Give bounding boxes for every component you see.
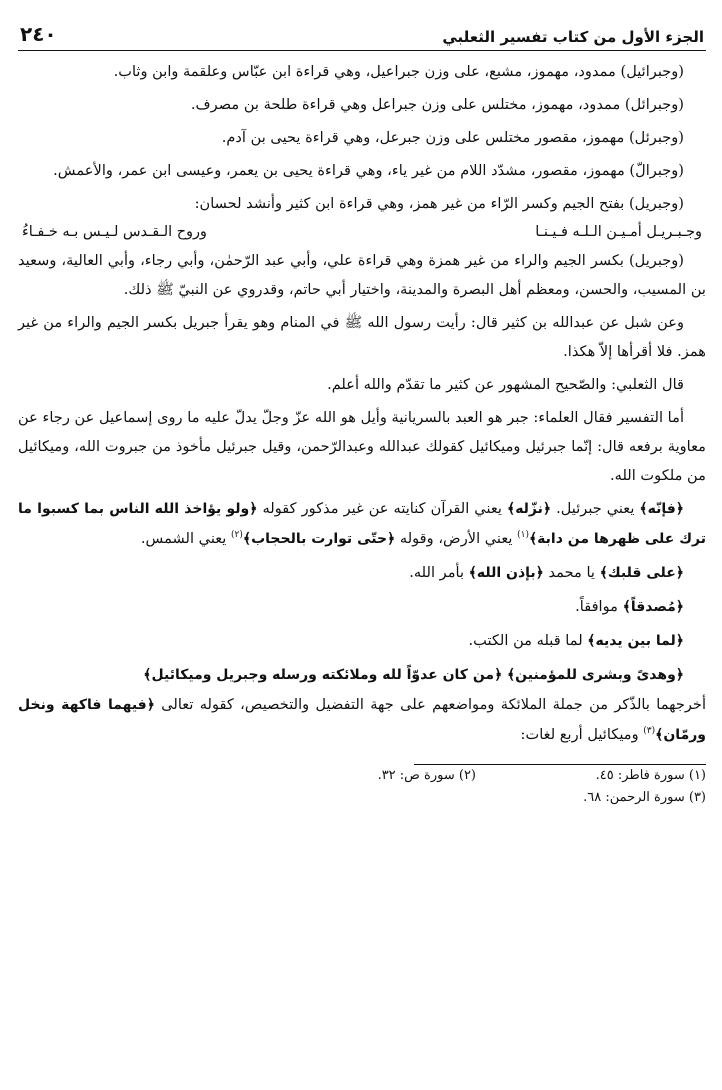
text-run: يعني الشمس. [140,530,231,547]
paragraph: (وجبريل) بفتح الجيم وكسر الرّاء من غير همز، وهي قراءة ابن كثير وأنشد لحسان: [194,195,684,212]
quran-quote: ﴿فإنّه﴾ [639,501,684,517]
paragraph: أما التفسير فقال العلماء: جبر هو العبد بالسريانية وأيل هو الله عزّ وجلّ يدلّ عليه ما روى إسماعيل عن رجاء عن معاوية برفعه قال: إنّما جبرئيل وميكائيل كقولك عبدالله وعبدالرّحمن، وقيل جبرئيل مأخوذ من جبروت الله، وميكائيل من ملكوت الله. [18,409,706,484]
text-run: يعني الأرض، وقوله [395,530,518,547]
text-run: يعني جبرئيل. [551,500,640,517]
quran-quote: ﴿على قلبك﴾ [599,565,684,581]
paragraph: (وجبرائل) ممدود، مهموز، مختلس على وزن جبراعل وهي قراءة طلحة بن مصرف. [190,96,684,113]
paragraph [18,626,706,656]
footnote-row [18,765,706,787]
quran-quote: ﴿مُصدقاً﴾ [622,599,684,615]
footnote-ref: (٣) [643,726,656,737]
footnote: (٣) سورة الرحمن: ٦٨. [583,790,706,805]
page-header [18,14,706,51]
paragraph [18,660,706,690]
verse-first-hemistich: وجـبـريـل أمـيـن الـلـه فـيـنـا [535,224,702,240]
paragraph [18,592,706,622]
verse-second-hemistich: وروح الـقـدس لـيـس بـه خـفـاءُ [22,224,207,240]
footnote-ref: (٢) [231,530,243,541]
quran-quote: ﴿نزّله﴾ [506,501,552,517]
paragraph [18,494,706,554]
paragraph [18,558,706,588]
page-body [18,57,706,750]
text-run: وميكائيل أربع لغات: [520,726,644,743]
text-run: موافقاً. [575,598,623,615]
text-run: لما قبله من الكتب. [468,632,588,649]
paragraph: وعن شبل عن عبدالله بن كثير قال: رأيت رسول الله ﷺ في المنام وهو يقرأ جبريل بكسر الجيم والراء من غير همز. فلا أقرأها إلاّ هكذا. [18,314,706,360]
footnote-ref: (١) [517,530,529,541]
paragraph: (وجبرائيل) ممدود، مهموز، مشبع، على وزن جبراعيل، وهي قراءة ابن عبّاس وعلقمة وابن وثاب. [113,63,684,80]
text-run: يا محمد [543,564,600,581]
quran-quote: ﴿من كان عدوّاً لله وملائكته ورسله وجبريل وميكائيل﴾ [143,667,503,683]
footnote: (٢) سورة ص: ٣٢. [377,768,476,783]
poetry-verse [18,218,706,246]
footnote: (١) سورة فاطر: ٤٥. [595,768,706,783]
quran-quote: ﴿ولو يؤاخذ الله الناس بما كسبوا ما ترك على ظهرها من دابة﴾ [18,501,706,547]
quran-quote: ﴿وهدىً وبشرى للمؤمنين﴾ [506,667,684,683]
footnote-row [18,787,706,809]
paragraph: قال الثعلبي: والصّحيح المشهور عن كثير ما تقدّم والله أعلم. [327,376,684,393]
quran-quote: ﴿لما بين يديه﴾ [587,633,684,649]
quran-quote: ﴿حتّى توارت بالحجاب﴾ [242,531,396,547]
running-title: الجزء الأول من كتاب تفسير الثعلبي [442,28,704,46]
text-run: أخرجهما بالذّكر من جملة الملائكة ومواضعهم على جهة التفضيل والتخصيص، كقوله تعالى [154,696,707,713]
paragraph: (وجبرئل) مهموز، مقصور مختلس على وزن جبرعل، وهي قراءة يحيى بن آدم. [221,129,684,146]
quran-quote: ﴿بإذن الله﴾ [468,565,544,581]
paragraph: (وجبرالّ) مهموز، مقصور، مشدّد اللام من غير ياء، وهي قراءة يحيى بن يعمر، وعيسى ابن عمر، والأعمش. [53,162,684,179]
text-run: بأمر الله. [409,564,469,581]
page-number: ٢٤٠ [20,22,57,46]
text-run: يعني القرآن كنايته عن غير مذكور كقوله [257,500,507,517]
paragraph [18,690,706,750]
quran-quote: ﴿فيهما فاكهة ونخل ورمّان﴾ [18,697,706,743]
paragraph: (وجبريل) بكسر الجيم والراء من غير همزة وهي قراءة علي، وأبي عبد الرّحمٰن، وأبي رجاء، وأبي العالية، وسعيد بن المسيب، والحسن، ومعظم أهل البصرة والمدينة، واختيار أبي حاتم، وقدروي عن النبيّ ﷺ ذلك. [18,252,706,298]
footnotes [18,765,706,809]
